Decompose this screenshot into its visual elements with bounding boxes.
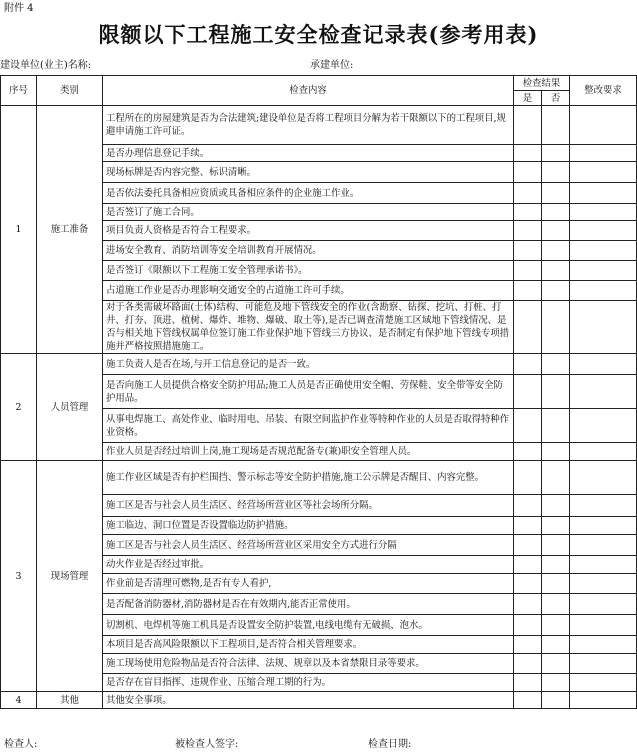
header-result: 检查结果: [514, 76, 570, 91]
check-no-cell[interactable]: [542, 162, 570, 183]
check-no-cell[interactable]: [542, 495, 570, 517]
inspection-table: [0, 75, 637, 709]
check-item-text: 是否签订了施工合同。: [103, 204, 514, 221]
inspectee-signature-label: 被检查人签字:: [175, 739, 239, 750]
check-no-cell[interactable]: [542, 535, 570, 556]
check-yes-cell[interactable]: [514, 354, 542, 375]
check-yes-cell[interactable]: [514, 261, 542, 281]
check-no-cell[interactable]: [542, 354, 570, 375]
check-item-text: 从事电焊施工、高处作业、临时用电、吊装、有限空间监护作业等特种作业的人员是否取得特种作业资格。: [103, 409, 514, 443]
rectify-cell[interactable]: [570, 183, 637, 204]
check-yes-cell[interactable]: [514, 162, 542, 183]
rectify-cell[interactable]: [570, 162, 637, 183]
rectify-cell[interactable]: [570, 375, 637, 409]
rectify-cell[interactable]: [570, 615, 637, 636]
table-row: [1, 461, 637, 495]
rectify-cell[interactable]: [570, 594, 637, 615]
attachment-label: 附件 4: [4, 3, 34, 14]
section-seq: 2: [1, 354, 37, 461]
check-no-cell[interactable]: [542, 594, 570, 615]
section-category: 其他: [37, 692, 103, 709]
check-yes-cell[interactable]: [514, 692, 542, 709]
check-yes-cell[interactable]: [514, 281, 542, 301]
check-yes-cell[interactable]: [514, 636, 542, 654]
rectify-cell[interactable]: [570, 281, 637, 301]
rectify-cell[interactable]: [570, 409, 637, 443]
rectify-cell[interactable]: [570, 517, 637, 535]
check-item-text: 是否依法委托具备相应资质或具备相应条件的企业施工作业。: [103, 183, 514, 204]
check-no-cell[interactable]: [542, 204, 570, 221]
check-yes-cell[interactable]: [514, 556, 542, 574]
header-category: 类别: [37, 76, 103, 106]
header-seq: 序号: [1, 76, 37, 106]
check-no-cell[interactable]: [542, 674, 570, 692]
check-yes-cell[interactable]: [514, 221, 542, 241]
rectify-cell[interactable]: [570, 495, 637, 517]
check-no-cell[interactable]: [542, 443, 570, 461]
check-yes-cell[interactable]: [514, 574, 542, 594]
rectify-cell[interactable]: [570, 636, 637, 654]
rectify-cell[interactable]: [570, 241, 637, 261]
check-yes-cell[interactable]: [514, 654, 542, 674]
section-seq: 1: [1, 106, 37, 354]
inspection-date-label: 检查日期:: [368, 739, 412, 750]
check-yes-cell[interactable]: [514, 204, 542, 221]
owner-name-label: 建设单位(业主)名称:: [0, 60, 92, 71]
rectify-cell[interactable]: [570, 221, 637, 241]
section-category: 施工准备: [37, 106, 103, 354]
rectify-cell[interactable]: [570, 145, 637, 162]
check-item-text: 作业人员是否经过培训上岗,施工现场是否规范配备专(兼)职安全管理人员。: [103, 443, 514, 461]
check-yes-cell[interactable]: [514, 495, 542, 517]
section-category: 人员管理: [37, 354, 103, 461]
check-no-cell[interactable]: [542, 301, 570, 354]
rectify-cell[interactable]: [570, 106, 637, 145]
check-item-text: 工程所在的房屋建筑是否为合法建筑;建设单位是否将工程项目分解为若干限额以下的工程项目,规避申请施工许可证。: [103, 106, 514, 145]
check-item-text: 是否向施工人员提供合格安全防护用品;施工人员是否正确使用安全帽、劳保鞋、安全带等安全防护用品。: [103, 375, 514, 409]
rectify-cell[interactable]: [570, 556, 637, 574]
check-no-cell[interactable]: [542, 574, 570, 594]
check-yes-cell[interactable]: [514, 106, 542, 145]
check-yes-cell[interactable]: [514, 443, 542, 461]
check-yes-cell[interactable]: [514, 375, 542, 409]
check-no-cell[interactable]: [542, 692, 570, 709]
check-item-text: 占道施工作业是否办理影响交通安全的占道施工许可手续。: [103, 281, 514, 301]
check-item-text: 施工作业区域是否有护栏围挡、警示标志等安全防护措施,施工公示牌是否醒目、内容完整。: [103, 461, 514, 495]
check-no-cell[interactable]: [542, 241, 570, 261]
rectify-cell[interactable]: [570, 654, 637, 674]
check-item-text: 施工区是否与社会人员生活区、经营场所营业区等社会场所分隔。: [103, 495, 514, 517]
check-no-cell[interactable]: [542, 261, 570, 281]
check-yes-cell[interactable]: [514, 517, 542, 535]
table-row: [1, 692, 637, 709]
check-yes-cell[interactable]: [514, 183, 542, 204]
check-no-cell[interactable]: [542, 461, 570, 495]
header-content: 检查内容: [103, 76, 514, 106]
check-no-cell[interactable]: [542, 409, 570, 443]
header-no: 否: [542, 91, 570, 106]
rectify-cell[interactable]: [570, 692, 637, 709]
check-yes-cell[interactable]: [514, 615, 542, 636]
check-no-cell[interactable]: [542, 615, 570, 636]
rectify-cell[interactable]: [570, 443, 637, 461]
check-yes-cell[interactable]: [514, 241, 542, 261]
check-no-cell[interactable]: [542, 145, 570, 162]
check-no-cell[interactable]: [542, 221, 570, 241]
check-item-text: 其他安全事项。: [103, 692, 514, 709]
check-no-cell[interactable]: [542, 556, 570, 574]
rectify-cell[interactable]: [570, 461, 637, 495]
check-item-text: 是否签订《限额以下工程施工安全管理承诺书》。: [103, 261, 514, 281]
check-no-cell[interactable]: [542, 183, 570, 204]
check-item-text: 进场安全教育、消防培训等安全培训教育开展情况。: [103, 241, 514, 261]
rectify-cell[interactable]: [570, 204, 637, 221]
check-yes-cell[interactable]: [514, 674, 542, 692]
table-row: [1, 106, 637, 145]
check-yes-cell[interactable]: [514, 301, 542, 354]
check-item-text: 施工临边、洞口位置是否设置临边防护措施。: [103, 517, 514, 535]
check-yes-cell[interactable]: [514, 594, 542, 615]
inspector-label: 检查人:: [4, 739, 38, 750]
check-item-text: 施工区是否与社会人员生活区、经营场所营业区采用安全方式进行分隔: [103, 535, 514, 556]
contractor-name-label: 承建单位:: [310, 60, 354, 71]
table-body: [1, 106, 637, 709]
check-no-cell[interactable]: [542, 636, 570, 654]
check-item-text: 是否办理信息登记手续。: [103, 145, 514, 162]
check-no-cell[interactable]: [542, 106, 570, 145]
header-rectify: 整改要求: [570, 76, 637, 106]
check-item-text: 切割机、电焊机等施工机具是否设置安全防护装置,电线电缆有无破损、泡水。: [103, 615, 514, 636]
check-item-text: 是否存在盲目指挥、违规作业、压缩合理工期的行为。: [103, 674, 514, 692]
check-item-text: 项目负责人资格是否符合工程要求。: [103, 221, 514, 241]
rectify-cell[interactable]: [570, 574, 637, 594]
table-row: [1, 354, 637, 375]
header-yes: 是: [514, 91, 542, 106]
check-no-cell[interactable]: [542, 375, 570, 409]
check-item-text: 施工现场使用危险物品是否符合法律、法规、规章以及本省禁限目录等要求。: [103, 654, 514, 674]
section-seq: 4: [1, 692, 37, 709]
check-item-text: 现场标牌是否内容完整、标识清晰。: [103, 162, 514, 183]
check-item-text: 施工负责人是否在场,与开工信息登记的是否一致。: [103, 354, 514, 375]
rectify-cell[interactable]: [570, 674, 637, 692]
check-yes-cell[interactable]: [514, 461, 542, 495]
rectify-cell[interactable]: [570, 535, 637, 556]
section-seq: 3: [1, 461, 37, 692]
check-yes-cell[interactable]: [514, 535, 542, 556]
rectify-cell[interactable]: [570, 301, 637, 354]
check-no-cell[interactable]: [542, 281, 570, 301]
check-no-cell[interactable]: [542, 517, 570, 535]
rectify-cell[interactable]: [570, 354, 637, 375]
check-no-cell[interactable]: [542, 654, 570, 674]
check-item-text: 对于各类需破坏路面(土体)结构、可能危及地下管线安全的作业(含勘察、钻探、挖坑、打桩、打井、打夯、顶进、植树、爆炸、堆物、爆破、取土等),是否已调查清楚施工区域地下管线情况、是否与相关地下管线权属单位签订施工作业保护地下管线三方协议、是否制定有保护地下管线专项措施并严格按照措施施工。: [103, 301, 514, 354]
check-yes-cell[interactable]: [514, 409, 542, 443]
check-yes-cell[interactable]: [514, 145, 542, 162]
page-title: 限额以下工程施工安全检查记录表(参考用表): [98, 22, 539, 47]
section-category: 现场管理: [37, 461, 103, 692]
check-item-text: 本项目是否高风险限额以下工程项目,是否符合相关管理要求。: [103, 636, 514, 654]
rectify-cell[interactable]: [570, 261, 637, 281]
check-item-text: 是否配备消防器材,消防器材是否在有效期内,能否正常使用。: [103, 594, 514, 615]
check-item-text: 动火作业是否经过审批。: [103, 556, 514, 574]
check-item-text: 作业前是否清理可燃物,是否有专人看护,: [103, 574, 514, 594]
